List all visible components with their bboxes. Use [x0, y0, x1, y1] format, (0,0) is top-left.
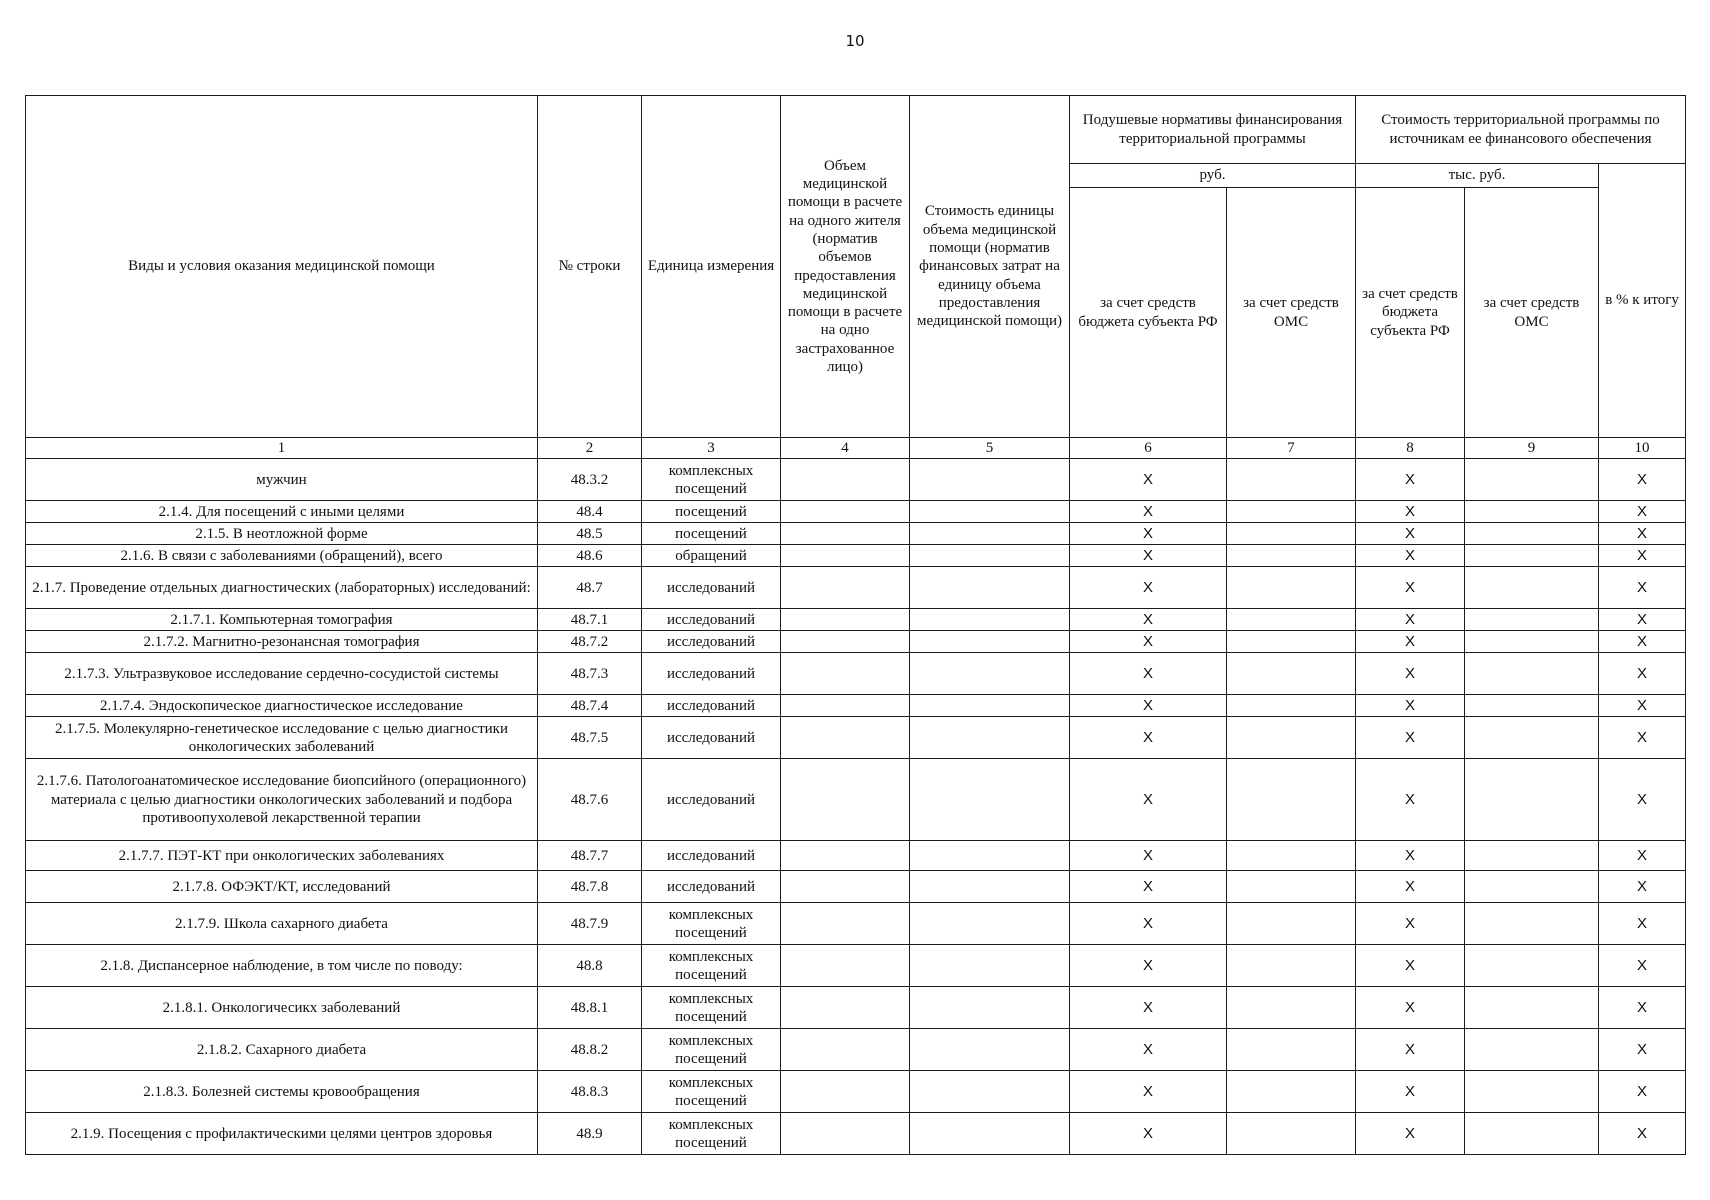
percent-total-cell: X [1599, 501, 1686, 523]
header-percent-total: в % к итогу [1599, 164, 1686, 438]
percent-total-cell: X [1599, 695, 1686, 717]
oms-rub-cell [1227, 631, 1356, 653]
row-name: 2.1.7.1. Компьютерная томография [26, 609, 538, 631]
row-number: 48.5 [538, 523, 642, 545]
unit-cost-cell [910, 841, 1070, 871]
budget-rub-cell: X [1070, 717, 1227, 759]
row-name: 2.1.4. Для посещений с иными целями [26, 501, 538, 523]
row-name: 2.1.6. В связи с заболеваниями (обращений), всего [26, 545, 538, 567]
header-budget-thousand: за счет средств бюджета субъекта РФ [1356, 188, 1465, 438]
volume-cell [781, 717, 910, 759]
unit-cost-cell [910, 903, 1070, 945]
header-oms-thousand: за счет средств ОМС [1465, 188, 1599, 438]
column-number: 4 [781, 438, 910, 459]
budget-thousand-cell: X [1356, 523, 1465, 545]
table-row [26, 631, 1686, 653]
budget-rub-cell: X [1070, 631, 1227, 653]
volume-cell [781, 841, 910, 871]
row-number: 48.7.3 [538, 653, 642, 695]
unit-cost-cell [910, 695, 1070, 717]
unit-cost-cell [910, 759, 1070, 841]
row-number: 48.9 [538, 1113, 642, 1155]
table-row [26, 695, 1686, 717]
oms-rub-cell [1227, 523, 1356, 545]
row-number: 48.8.3 [538, 1071, 642, 1113]
column-number: 3 [642, 438, 781, 459]
row-number: 48.3.2 [538, 459, 642, 501]
row-number: 48.7 [538, 567, 642, 609]
oms-thousand-cell [1465, 1113, 1599, 1155]
row-unit: комплексных посещений [642, 459, 781, 501]
row-unit: исследований [642, 695, 781, 717]
volume-cell [781, 653, 910, 695]
column-number: 6 [1070, 438, 1227, 459]
unit-cost-cell [910, 987, 1070, 1029]
volume-cell [781, 759, 910, 841]
column-number: 8 [1356, 438, 1465, 459]
table-row [26, 567, 1686, 609]
header-program-cost: Стоимость территориальной программы по источникам ее финансового обеспечения [1356, 96, 1686, 164]
column-number: 2 [538, 438, 642, 459]
oms-thousand-cell [1465, 903, 1599, 945]
budget-thousand-cell: X [1356, 871, 1465, 903]
header-budget-rub: за счет средств бюджета субъекта РФ [1070, 188, 1227, 438]
oms-rub-cell [1227, 871, 1356, 903]
unit-cost-cell [910, 459, 1070, 501]
unit-cost-cell [910, 609, 1070, 631]
row-number: 48.7.9 [538, 903, 642, 945]
oms-thousand-cell [1465, 759, 1599, 841]
oms-rub-cell [1227, 653, 1356, 695]
volume-cell [781, 609, 910, 631]
table-row [26, 1071, 1686, 1113]
medical-care-table [25, 95, 1686, 1155]
oms-rub-cell [1227, 903, 1356, 945]
row-name: 2.1.7.6. Патологоанатомическое исследование биопсийного (операционного) материала с целью диагностики онкологических заболеваний и подбора противоопухолевой лекарственной терапии [26, 759, 538, 841]
budget-thousand-cell: X [1356, 759, 1465, 841]
budget-rub-cell: X [1070, 1071, 1227, 1113]
table-row [26, 871, 1686, 903]
row-name: 2.1.7.7. ПЭТ-КТ при онкологических заболеваниях [26, 841, 538, 871]
unit-cost-cell [910, 871, 1070, 903]
budget-rub-cell: X [1070, 987, 1227, 1029]
budget-rub-cell: X [1070, 759, 1227, 841]
row-number: 48.8.1 [538, 987, 642, 1029]
budget-thousand-cell: X [1356, 653, 1465, 695]
oms-thousand-cell [1465, 717, 1599, 759]
unit-cost-cell [910, 653, 1070, 695]
header-unit: Единица измерения [642, 96, 781, 438]
budget-rub-cell: X [1070, 501, 1227, 523]
table-row [26, 653, 1686, 695]
oms-thousand-cell [1465, 653, 1599, 695]
budget-rub-cell: X [1070, 1113, 1227, 1155]
volume-cell [781, 459, 910, 501]
budget-thousand-cell: X [1356, 987, 1465, 1029]
oms-thousand-cell [1465, 987, 1599, 1029]
row-number: 48.8 [538, 945, 642, 987]
row-number: 48.7.7 [538, 841, 642, 871]
percent-total-cell: X [1599, 1029, 1686, 1071]
oms-rub-cell [1227, 1113, 1356, 1155]
table-row [26, 609, 1686, 631]
oms-rub-cell [1227, 609, 1356, 631]
budget-thousand-cell: X [1356, 717, 1465, 759]
volume-cell [781, 545, 910, 567]
volume-cell [781, 987, 910, 1029]
percent-total-cell: X [1599, 1113, 1686, 1155]
budget-thousand-cell: X [1356, 1029, 1465, 1071]
oms-rub-cell [1227, 987, 1356, 1029]
percent-total-cell: X [1599, 987, 1686, 1029]
row-number: 48.4 [538, 501, 642, 523]
header-unit-rub: руб. [1070, 164, 1356, 188]
volume-cell [781, 501, 910, 523]
oms-rub-cell [1227, 1071, 1356, 1113]
budget-thousand-cell: X [1356, 1113, 1465, 1155]
oms-thousand-cell [1465, 545, 1599, 567]
budget-thousand-cell: X [1356, 459, 1465, 501]
row-unit: комплексных посещений [642, 1071, 781, 1113]
volume-cell [781, 695, 910, 717]
budget-thousand-cell: X [1356, 841, 1465, 871]
header-volume: Объем медицинской помощи в расчете на одного жителя (норматив объемов предоставления медицинской помощи в расчете на одно застрахованное лицо) [781, 96, 910, 438]
budget-thousand-cell: X [1356, 609, 1465, 631]
table-row [26, 1029, 1686, 1071]
row-name: 2.1.8.1. Онкологичесикх заболеваний [26, 987, 538, 1029]
budget-rub-cell: X [1070, 545, 1227, 567]
unit-cost-cell [910, 945, 1070, 987]
budget-thousand-cell: X [1356, 1071, 1465, 1113]
percent-total-cell: X [1599, 945, 1686, 987]
row-unit: комплексных посещений [642, 1113, 781, 1155]
unit-cost-cell [910, 545, 1070, 567]
row-name: 2.1.7.8. ОФЭКТ/КТ, исследований [26, 871, 538, 903]
column-number: 10 [1599, 438, 1686, 459]
unit-cost-cell [910, 1113, 1070, 1155]
row-unit: комплексных посещений [642, 987, 781, 1029]
budget-thousand-cell: X [1356, 501, 1465, 523]
row-number: 48.7.1 [538, 609, 642, 631]
budget-thousand-cell: X [1356, 945, 1465, 987]
oms-thousand-cell [1465, 695, 1599, 717]
volume-cell [781, 871, 910, 903]
budget-rub-cell: X [1070, 903, 1227, 945]
table-row [26, 987, 1686, 1029]
oms-rub-cell [1227, 841, 1356, 871]
percent-total-cell: X [1599, 759, 1686, 841]
oms-rub-cell [1227, 759, 1356, 841]
budget-thousand-cell: X [1356, 695, 1465, 717]
oms-rub-cell [1227, 501, 1356, 523]
table-row [26, 945, 1686, 987]
oms-thousand-cell [1465, 1071, 1599, 1113]
header-per-capita-normatives: Подушевые нормативы финансирования территориальной программы [1070, 96, 1356, 164]
table-row [26, 1113, 1686, 1155]
table-row [26, 459, 1686, 501]
percent-total-cell: X [1599, 567, 1686, 609]
header-oms-rub: за счет средств ОМС [1227, 188, 1356, 438]
oms-thousand-cell [1465, 871, 1599, 903]
row-number: 48.7.4 [538, 695, 642, 717]
oms-thousand-cell [1465, 1029, 1599, 1071]
percent-total-cell: X [1599, 459, 1686, 501]
table-row [26, 759, 1686, 841]
budget-thousand-cell: X [1356, 567, 1465, 609]
row-unit: комплексных посещений [642, 903, 781, 945]
unit-cost-cell [910, 567, 1070, 609]
oms-thousand-cell [1465, 501, 1599, 523]
oms-rub-cell [1227, 459, 1356, 501]
unit-cost-cell [910, 631, 1070, 653]
budget-rub-cell: X [1070, 567, 1227, 609]
oms-thousand-cell [1465, 567, 1599, 609]
percent-total-cell: X [1599, 523, 1686, 545]
oms-rub-cell [1227, 1029, 1356, 1071]
table-row [26, 717, 1686, 759]
budget-rub-cell: X [1070, 459, 1227, 501]
row-unit: комплексных посещений [642, 1029, 781, 1071]
percent-total-cell: X [1599, 653, 1686, 695]
percent-total-cell: X [1599, 903, 1686, 945]
unit-cost-cell [910, 717, 1070, 759]
row-unit: посещений [642, 501, 781, 523]
budget-rub-cell: X [1070, 1029, 1227, 1071]
row-name: 2.1.5. В неотложной форме [26, 523, 538, 545]
unit-cost-cell [910, 523, 1070, 545]
header-care-type: Виды и условия оказания медицинской помощи [26, 96, 538, 438]
row-number: 48.7.2 [538, 631, 642, 653]
row-unit: исследований [642, 609, 781, 631]
oms-rub-cell [1227, 545, 1356, 567]
row-name: 2.1.9. Посещения с профилактическими целями центров здоровья [26, 1113, 538, 1155]
row-unit: исследований [642, 653, 781, 695]
column-number: 5 [910, 438, 1070, 459]
oms-rub-cell [1227, 945, 1356, 987]
table-row [26, 501, 1686, 523]
volume-cell [781, 945, 910, 987]
oms-rub-cell [1227, 567, 1356, 609]
volume-cell [781, 1071, 910, 1113]
oms-rub-cell [1227, 717, 1356, 759]
budget-rub-cell: X [1070, 523, 1227, 545]
table-row [26, 523, 1686, 545]
volume-cell [781, 1029, 910, 1071]
percent-total-cell: X [1599, 545, 1686, 567]
budget-thousand-cell: X [1356, 631, 1465, 653]
unit-cost-cell [910, 1071, 1070, 1113]
budget-rub-cell: X [1070, 695, 1227, 717]
row-name: мужчин [26, 459, 538, 501]
header-unit-thousand-rub: тыс. руб. [1356, 164, 1599, 188]
column-number: 7 [1227, 438, 1356, 459]
unit-cost-cell [910, 501, 1070, 523]
percent-total-cell: X [1599, 631, 1686, 653]
oms-thousand-cell [1465, 841, 1599, 871]
oms-thousand-cell [1465, 945, 1599, 987]
oms-thousand-cell [1465, 523, 1599, 545]
budget-rub-cell: X [1070, 609, 1227, 631]
percent-total-cell: X [1599, 717, 1686, 759]
row-unit: исследований [642, 841, 781, 871]
oms-rub-cell [1227, 695, 1356, 717]
row-number: 48.6 [538, 545, 642, 567]
row-number: 48.8.2 [538, 1029, 642, 1071]
row-unit: обращений [642, 545, 781, 567]
row-unit: комплексных посещений [642, 945, 781, 987]
percent-total-cell: X [1599, 1071, 1686, 1113]
row-unit: исследований [642, 567, 781, 609]
volume-cell [781, 903, 910, 945]
row-unit: исследований [642, 871, 781, 903]
header-row-number: № строки [538, 96, 642, 438]
row-unit: исследований [642, 759, 781, 841]
volume-cell [781, 1113, 910, 1155]
percent-total-cell: X [1599, 841, 1686, 871]
volume-cell [781, 523, 910, 545]
oms-thousand-cell [1465, 459, 1599, 501]
row-number: 48.7.6 [538, 759, 642, 841]
row-number: 48.7.5 [538, 717, 642, 759]
row-name: 2.1.7.4. Эндоскопическое диагностическое исследование [26, 695, 538, 717]
row-name: 2.1.7. Проведение отдельных диагностических (лабораторных) исследований: [26, 567, 538, 609]
table-row [26, 545, 1686, 567]
row-name: 2.1.7.5. Молекулярно-генетическое исследование с целью диагностики онкологических заболеваний [26, 717, 538, 759]
row-unit: исследований [642, 717, 781, 759]
table-row [26, 903, 1686, 945]
budget-rub-cell: X [1070, 945, 1227, 987]
budget-thousand-cell: X [1356, 545, 1465, 567]
row-name: 2.1.8. Диспансерное наблюдение, в том числе по поводу: [26, 945, 538, 987]
row-name: 2.1.7.9. Школа сахарного диабета [26, 903, 538, 945]
budget-rub-cell: X [1070, 871, 1227, 903]
column-number-row [26, 438, 1686, 459]
row-name: 2.1.7.3. Ультразвуковое исследование сердечно-сосудистой системы [26, 653, 538, 695]
oms-thousand-cell [1465, 631, 1599, 653]
volume-cell [781, 631, 910, 653]
header-unit-cost: Стоимость единицы объема медицинской помощи (норматив финансовых затрат на единицу объема предоставления медицинской помощи) [910, 96, 1070, 438]
column-number: 9 [1465, 438, 1599, 459]
table-row [26, 841, 1686, 871]
row-number: 48.7.8 [538, 871, 642, 903]
row-name: 2.1.8.3. Болезней системы кровообращения [26, 1071, 538, 1113]
unit-cost-cell [910, 1029, 1070, 1071]
column-number: 1 [26, 438, 538, 459]
budget-thousand-cell: X [1356, 903, 1465, 945]
volume-cell [781, 567, 910, 609]
budget-rub-cell: X [1070, 653, 1227, 695]
row-name: 2.1.8.2. Сахарного диабета [26, 1029, 538, 1071]
budget-rub-cell: X [1070, 841, 1227, 871]
row-unit: исследований [642, 631, 781, 653]
table-body [26, 459, 1686, 1155]
oms-thousand-cell [1465, 609, 1599, 631]
percent-total-cell: X [1599, 609, 1686, 631]
percent-total-cell: X [1599, 871, 1686, 903]
page-number: 10 [845, 32, 865, 50]
row-name: 2.1.7.2. Магнитно-резонансная томография [26, 631, 538, 653]
row-unit: посещений [642, 523, 781, 545]
